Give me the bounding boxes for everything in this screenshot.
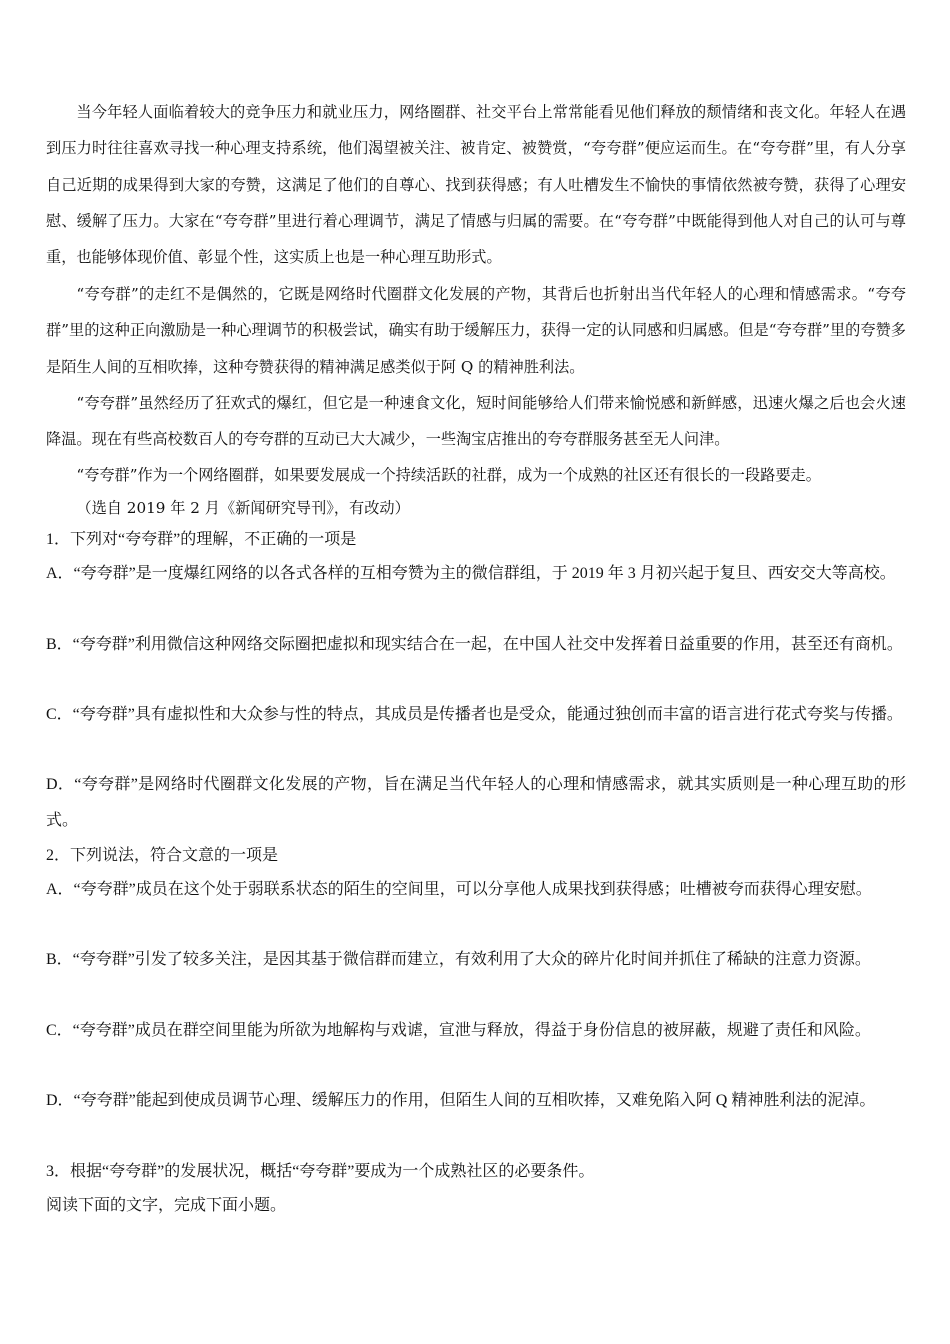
passage-paragraph-3: “夸夸群”虽然经历了狂欢式的爆红，但它是一种速食文化，短时间能够给人们带来愉悦感和新鲜感，迅速火爆之后也会火速降温。现在有些高校数百人的夸夸群的互动已大大减少，一些淘宝店推出的夸夸群服务甚至无人问津。 [46, 394, 906, 449]
passage-paragraph-1: 当今年轻人面临着较大的竞争压力和就业压力，网络圈群、社交平台上常常能看见他们释放的颓情绪和丧文化。年轻人在遇到压力时往往喜欢寻找一种心理支持系统，他们渴望被关注、被肯定、被赞赏，“夸夸群”便应运而生。在“夸夸群”里，有人分享自己近期的成果得到大家的夸赞，这满足了他们的自尊心、找到获得感；有人吐槽发生不愉快的事情依然被夸赞，获得了心理安慰、缓解了压力。大家在“夸夸群”里进行着心理调节，满足了情感与归属的需要。在“夸夸群”中既能得到他人对自己的认可与尊重，也能够体现价值、彰显个性，这实质上也是一种心理互助形式。 [46, 103, 906, 267]
question-2-option-d: D．“夸夸群”能起到使成员调节心理、缓解压力的作用，但陌生人间的互相吹捧，又难免陷入阿 Q 精神胜利法的泥淖。 [46, 1092, 876, 1109]
question-2-option-b: B．“夸夸群”引发了较多关注，是因其基于微信群而建立，有效利用了大众的碎片化时间并抓住了稀缺的注意力资源。 [46, 951, 871, 968]
question-1-option-c: C．“夸夸群”具有虚拟性和大众参与性的特点，其成员是传播者也是受众，能通过独创而丰富的语言进行花式夸奖与传播。 [46, 706, 903, 723]
question-1-stem: 1．下列对“夸夸群”的理解，不正确的一项是 [46, 531, 357, 548]
question-2-stem: 2．下列说法，符合文意的一项是 [46, 847, 279, 864]
passage-paragraph-4: “夸夸群”作为一个网络圈群，如果要发展成一个持续活跃的社群，成为一个成熟的社区还有很长的一段路要走。 [76, 466, 821, 484]
passage-paragraph-2: “夸夸群”的走红不是偶然的，它既是网络时代圈群文化发展的产物，其背后也折射出当代年轻人的心理和情感需求。“夸夸群”里的这种正向激励是一种心理调节的积极尝试，确实有助于缓解压力，获得一定的认同感和归属感。但是“夸夸群”里的夸赞多是陌生人间的互相吹捧，这种夸赞获得的精神满足感类似于阿 Q 的精神胜利法。 [46, 285, 906, 376]
question-2-option-c: C．“夸夸群”成员在群空间里能为所欲为地解构与戏谑，宣泄与释放，得益于身份信息的被屏蔽，规避了责任和风险。 [46, 1022, 871, 1039]
question-1-option-d: D．“夸夸群”是网络时代圈群文化发展的产物，旨在满足当代年轻人的心理和情感需求，就其实质则是一种心理互助的形式。 [46, 776, 906, 829]
passage-source: （选自 2019 年 2 月《新闻研究导刊》，有改动） [76, 499, 410, 517]
question-2-option-a: A．“夸夸群”成员在这个处于弱联系状态的陌生的空间里，可以分享他人成果找到获得感；吐槽被夸而获得心理安慰。 [46, 881, 872, 898]
question-1-option-b: B．“夸夸群”利用微信这种网络交际圈把虚拟和现实结合在一起，在中国人社交中发挥着日益重要的作用，甚至还有商机。 [46, 636, 903, 653]
reading-instruction: 阅读下面的文字，完成下面小题。 [46, 1197, 287, 1214]
question-3-stem: 3．根据“夸夸群”的发展状况，概括“夸夸群”要成为一个成熟社区的必要条件。 [46, 1163, 595, 1180]
question-1-option-a: A．“夸夸群”是一度爆红网络的以各式各样的互相夸赞为主的微信群组，于 2019 年 3 月初兴起于复旦、西安交大等高校。 [46, 565, 896, 582]
